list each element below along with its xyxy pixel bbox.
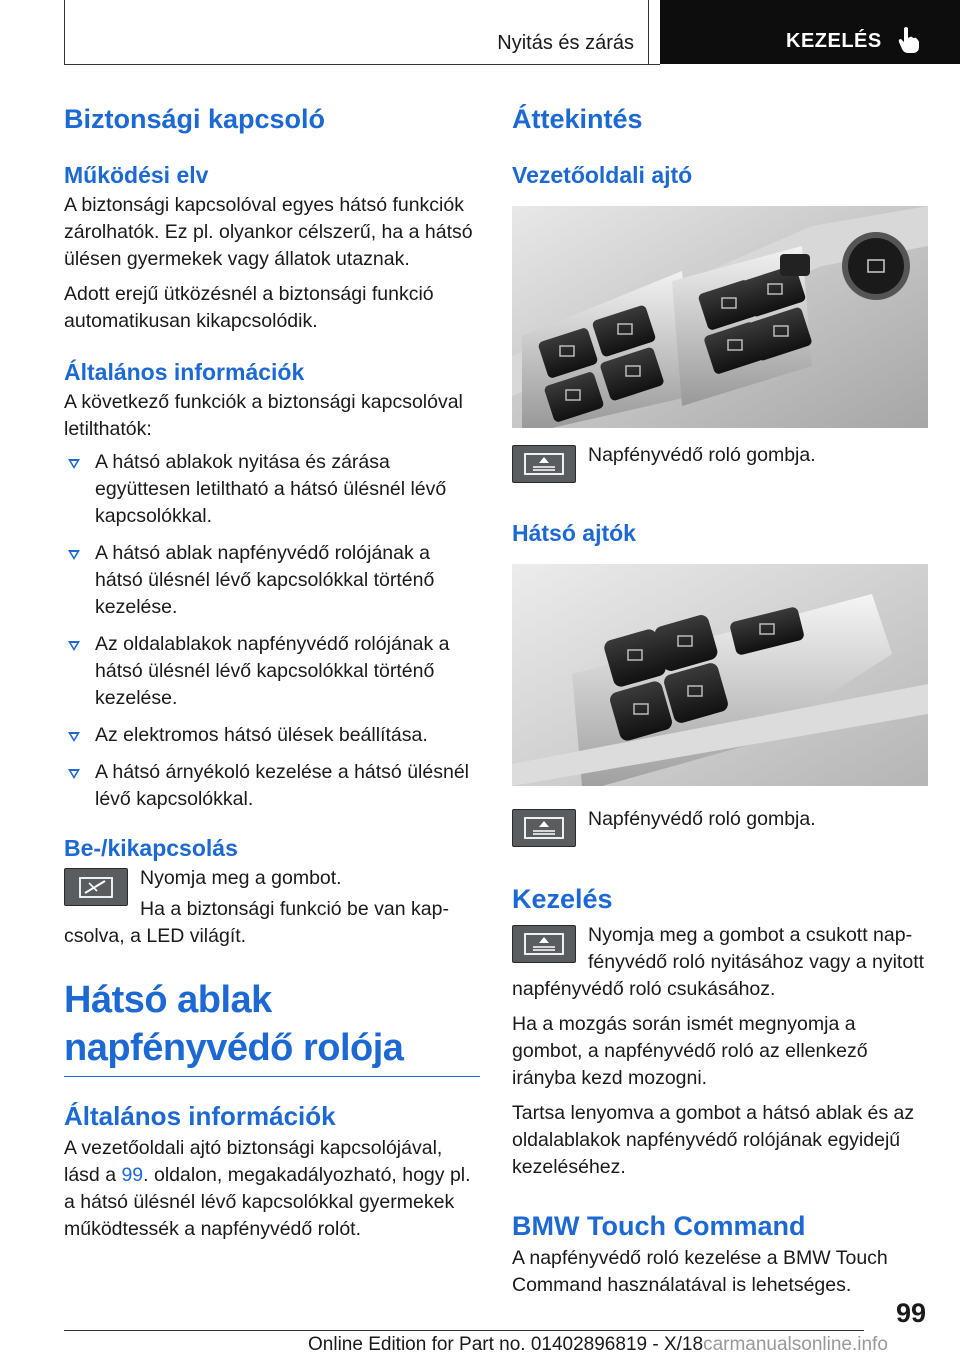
safety-switch-button-icon	[64, 868, 128, 906]
list-item: Az elektromos hátsó ülések beállítása.	[64, 722, 480, 749]
heading-general-info-2: Általános információk	[64, 1101, 336, 1131]
heading-general-info: Általános információk	[64, 359, 305, 385]
list-item: A hátsó árnyékoló kezelése a hátsó ülésnél lévő kapcsolókkal.	[64, 759, 480, 813]
heading-on-off: Be-/kikapcsolás	[64, 835, 238, 861]
list-item: A hátsó ablakok nyitása és zárása együttesen letiltható a hátsó ülésnél lévő kapcsolókkal.	[64, 449, 480, 530]
paragraph-operation-3: Tartsa lenyomva a gombot a hátsó ablak és az oldalablakok napfényvédő rolójának egyidejű kezeléséhez.	[512, 1102, 915, 1178]
sunblind-button-icon	[512, 925, 576, 963]
rear-door-button-row	[512, 806, 928, 866]
bullet-triangle-icon	[68, 732, 80, 742]
list-item: Az oldalablakok napfényvédő rolójának a hátsó ülésnél lévő kapcsolókkal történő kezelése.	[64, 631, 480, 712]
paragraph-principle-1: A biztonsági kapcsolóval egyes hátsó funkciók zárolhatók. Ez pl. olyankor célszerű, ha a hátsó ülésen gyermekek vagy állatok utaznak.	[64, 194, 473, 270]
paragraph-general-info-2: A vezetőoldali ajtó biztonsági kapcsolójával, lásd a 99. oldalon, megakadályozható, hogy pl. a hátsó ülésnél lévő kapcsolókkal gyermekek működtessék a napfényvédő rolót.	[64, 1137, 471, 1240]
list-item: A hátsó ablak napfényvédő rolójának a hátsó ülésnél lévő kapcsolókkal történő kezelése.	[64, 540, 480, 621]
heading-touch-command: BMW Touch Command	[512, 1211, 806, 1241]
heading-operation: Kezelés	[512, 884, 613, 914]
heading-driver-door: Vezetőoldali ajtó	[512, 162, 693, 188]
heading-safety-switch: Biztonsági kapcsoló	[64, 104, 326, 134]
heading-rear-doors: Hátsó ajtók	[512, 520, 636, 546]
left-column	[64, 100, 480, 1243]
sunblind-button-icon	[512, 809, 576, 847]
paragraph-driver-button: Napfényvédő roló gombja.	[588, 444, 816, 466]
driver-door-button-row	[512, 442, 928, 502]
heading-working-principle: Működési elv	[64, 162, 209, 188]
right-column	[512, 100, 928, 1299]
page-number: 99	[895, 1298, 926, 1328]
heading-overview: Áttekintés	[512, 104, 643, 134]
heading-rear-window-blind: Hátsó ablak napfényvédő rolója	[64, 979, 404, 1069]
header-chapter-tab[interactable]	[660, 0, 960, 64]
bullet-triangle-icon	[68, 550, 80, 560]
paragraph-general-info: A következő funkciók a biztonsági kapcsolóval letilthatók:	[64, 391, 463, 440]
sunblind-button-icon	[512, 445, 576, 483]
bullet-list	[64, 449, 480, 813]
paragraph-touch-command: A napfényvédő roló kezelése a BMW Touch Command használatával is lehetséges.	[512, 1247, 888, 1296]
footer-rule	[64, 1330, 864, 1331]
header-section-title: Nyitás és zárás	[497, 32, 634, 54]
header-tab-label: KEZELÉS	[786, 30, 882, 52]
page-link[interactable]: 99	[121, 1164, 144, 1186]
watermark: carmanualsonline.info	[703, 1334, 888, 1355]
operation-row	[512, 922, 928, 1003]
paragraph-principle-2: Adott erejű ütközésnél a biztonsági funkció automatikusan kikapcsolódik.	[64, 283, 434, 332]
bullet-triangle-icon	[68, 641, 80, 651]
paragraph-rear-button: Napfényvédő roló gombja.	[588, 808, 816, 830]
rear-door-switch-photo	[512, 564, 928, 786]
hand-pointer-icon	[898, 26, 920, 54]
header-underline	[64, 64, 660, 65]
paragraph-operation-2: Ha a mozgás során ismét megnyomja a gombot, a napfényvédő roló az ellenkező irányba kezd mozogni.	[512, 1013, 868, 1089]
paragraph-onoff-1: Nyomja meg a gombot.	[140, 867, 342, 889]
bullet-triangle-icon	[68, 769, 80, 779]
header-rule-left	[64, 0, 65, 64]
footer-edition: Online Edition for Part no. 01402896819 - X/18carmanualsonline.info	[308, 1334, 888, 1355]
paragraph-operation-1: Nyomja meg a gombot a csukott napfényvédő roló nyitásához vagy a nyitott napfényvédő roló csukásához.	[512, 924, 925, 1000]
header-rule-mid	[648, 0, 649, 64]
paragraph-onoff-2: Ha a biztonsági funkció be van kapcsolva, a LED világít.	[64, 898, 449, 947]
bullet-triangle-icon	[68, 459, 80, 469]
on-off-row	[64, 865, 480, 950]
driver-door-switch-photo	[512, 206, 928, 428]
